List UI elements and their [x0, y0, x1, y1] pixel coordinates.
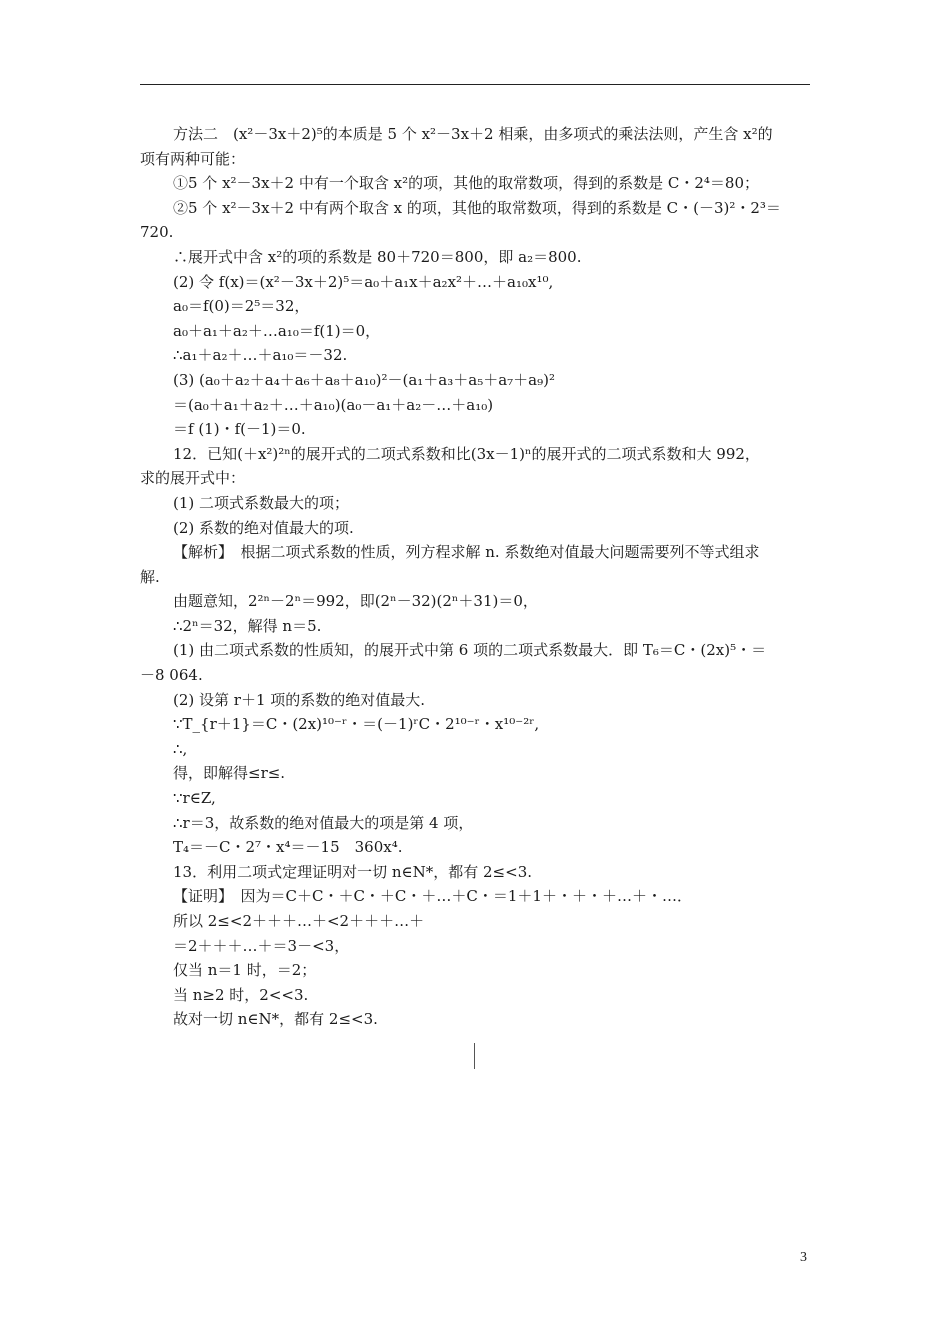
text-line: ∴, [173, 739, 188, 758]
text-line: a₀＝f(0)＝2⁵＝32， [173, 297, 310, 316]
text-line: 13．利用二项式定理证明对一切 n∈N*，都有 2≤<3. [173, 862, 533, 881]
text-line: T₄＝－C・2⁷・x⁴＝－15 360x⁴. [173, 838, 403, 857]
text-line: ∴2ⁿ＝32，解得 n＝5. [173, 616, 322, 635]
text-cursor [474, 1043, 475, 1069]
text-line: (2) 系数的绝对值最大的项. [173, 518, 354, 537]
text-line: (2) 令 f(x)＝(x²－3x＋2)⁵＝a₀＋a₁x＋a₂x²＋…＋a₁₀x¹⁰, [173, 272, 554, 291]
text-line: 仅当 n＝1 时，＝2； [173, 961, 317, 980]
text-line: ∵T_{r＋1}＝C・(2x)¹⁰⁻ʳ・＝(－1)ʳC・2¹⁰⁻ʳ・x¹⁰⁻²ʳ, [173, 715, 540, 734]
text-line: ＝2＋＋＋…＋＝3－<3， [173, 936, 350, 955]
text-line: ②5 个 x²－3x＋2 中有两个取含 x 的项，其他的取常数项，得到的系数是 C・(－3)²・2³＝ [173, 198, 781, 217]
text-line: ＝f (1)・f(－1)＝0. [173, 420, 306, 439]
text-line: ∴a₁＋a₂＋…＋a₁₀＝－32. [173, 346, 348, 365]
text-line: (2) 设第 r＋1 项的系数的绝对值最大. [173, 690, 426, 709]
text-line: (1) 由二项式系数的性质知，的展开式中第 6 项的二项式系数最大．即 T₆＝C・(2x)⁵・＝ [173, 641, 767, 660]
section-tag-line: 【解析】 根据二项式系数的性质，列方程求解 n. 系数绝对值最大问题需要列不等式组求 [173, 543, 760, 562]
document-body [140, 122, 810, 1032]
section-tag-line: 【证明】 因为＝C＋C・＋C・＋C・＋…＋C・＝1＋1＋・＋・＋…＋・…． [173, 887, 692, 906]
text-line: 720. [140, 223, 174, 242]
text-line: (1) 二项式系数最大的项； [173, 493, 350, 512]
text-line: 故对一切 n∈N*，都有 2≤<3. [173, 1010, 378, 1029]
text-line: 得，即解得≤r≤. [173, 764, 286, 783]
text-line: －8 064. [140, 666, 203, 685]
text-line: 项有两种可能： [140, 149, 246, 168]
header-rule [140, 84, 810, 85]
text-line: 由题意知，2²ⁿ－2ⁿ＝992，即(2ⁿ－32)(2ⁿ＋31)＝0， [173, 592, 538, 611]
text-line: ＝(a₀＋a₁＋a₂＋…＋a₁₀)(a₀－a₁＋a₂－…＋a₁₀) [173, 395, 494, 414]
text-line: (3) (a₀＋a₂＋a₄＋a₆＋a₈＋a₁₀)²－(a₁＋a₃＋a₅＋a₇＋a₉)² [173, 370, 555, 389]
page-number: 3 [800, 1250, 807, 1265]
text-line: 当 n≥2 时，2<<3. [173, 985, 309, 1004]
text-line: 解. [140, 567, 160, 586]
text-line: 求的展开式中： [140, 469, 246, 488]
text-line: 方法二 (x²－3x＋2)⁵的本质是 5 个 x²－3x＋2 相乘，由多项式的乘法法则，产生含 x²的 [173, 125, 773, 143]
text-line: ∵r∈Z, [173, 789, 216, 808]
text-line: ∴展开式中含 x²的项的系数是 80＋720＝800，即 a₂＝800. [173, 247, 582, 266]
text-line: ①5 个 x²－3x＋2 中有一个取含 x²的项，其他的取常数项，得到的系数是 C・2⁴＝80； [173, 174, 759, 193]
text-line: ∴r＝3，故系数的绝对值最大的项是第 4 项， [173, 813, 474, 832]
text-line: 所以 2≤<2＋＋＋…＋<2＋＋＋…＋ [173, 912, 425, 930]
text-line: 12．已知(＋x²)²ⁿ的展开式的二项式系数和比(3x－1)ⁿ的展开式的二项式系数和大 992， [173, 444, 760, 463]
text-line: a₀＋a₁＋a₂＋…a₁₀＝f(1)＝0， [173, 321, 381, 340]
